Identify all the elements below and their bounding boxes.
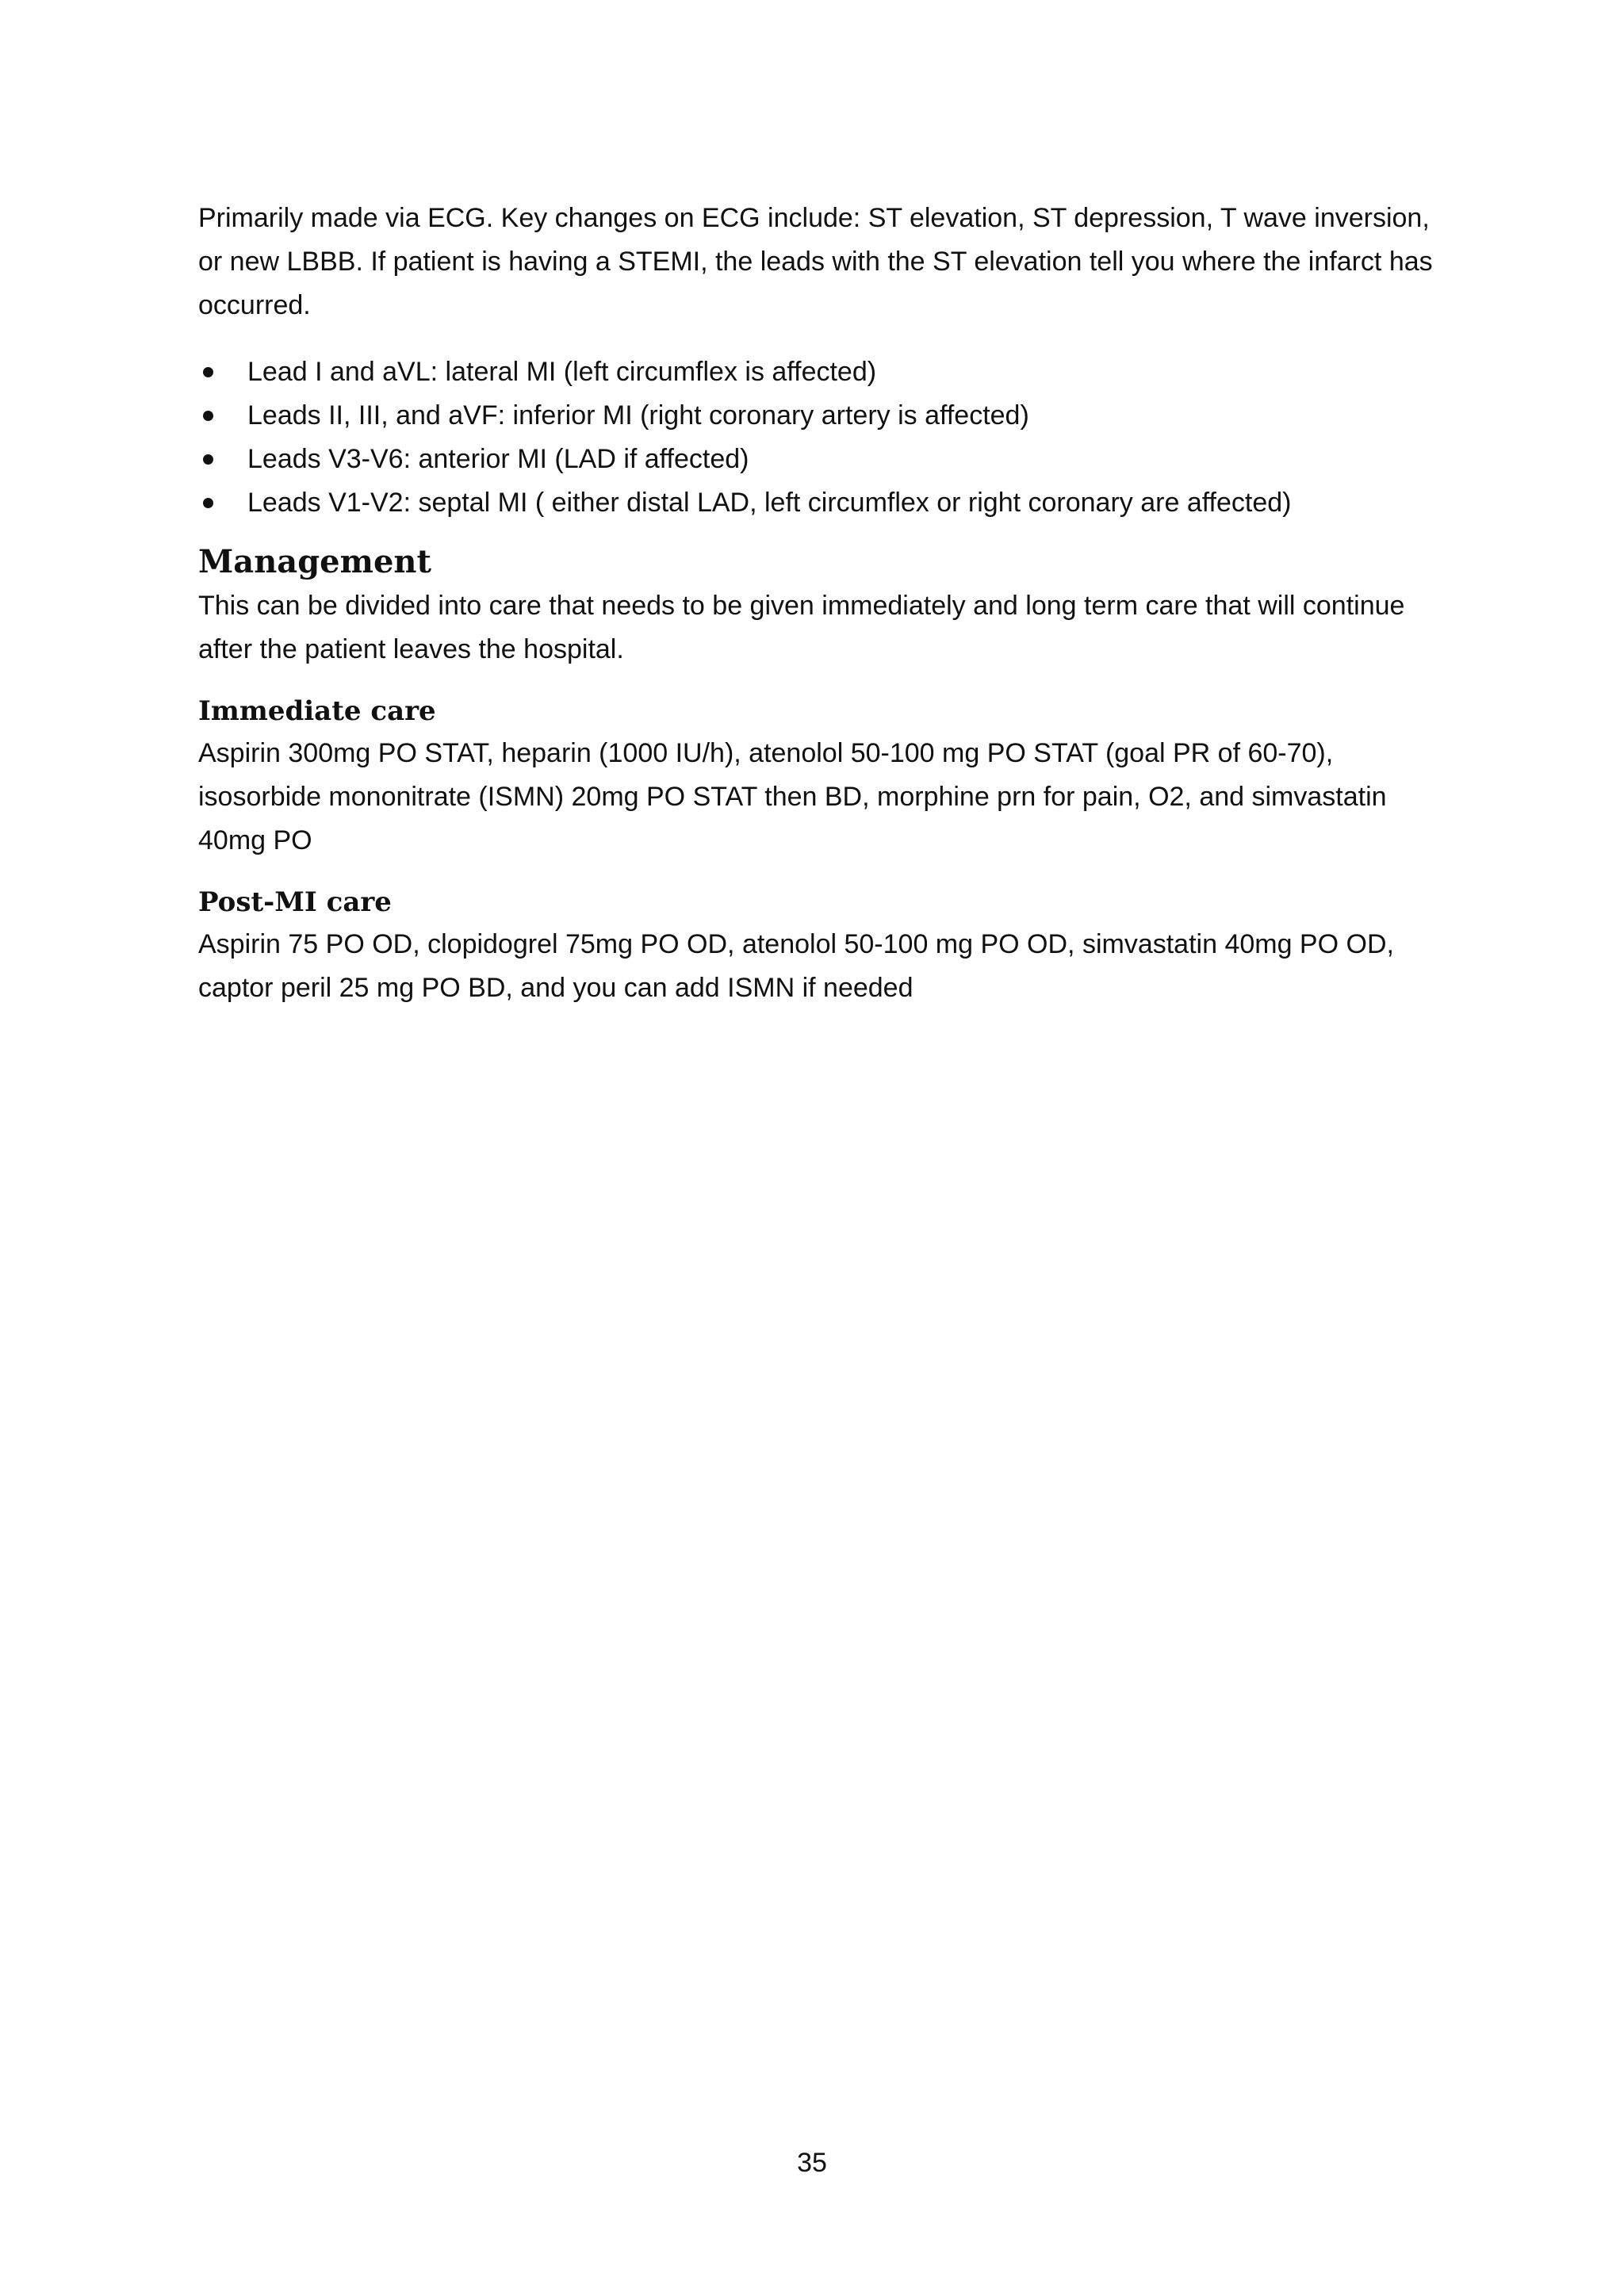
list-item xyxy=(198,481,1435,525)
list-item xyxy=(198,438,1435,481)
list-item xyxy=(198,350,1435,394)
immediate-care-section xyxy=(198,691,1435,863)
immediate-care-heading: Immediate care xyxy=(198,695,436,727)
page-content xyxy=(198,197,1435,1010)
page-number: 35 xyxy=(797,2148,827,2178)
management-heading: Management xyxy=(198,543,431,580)
ecg-leads-list xyxy=(198,350,1435,525)
list-item-text: Leads V1-V2: septal MI ( either distal LAD, left circumflex or right coronary are affected) xyxy=(247,488,1292,518)
bullet-icon xyxy=(203,411,213,421)
post-mi-care-heading: Post-MI care xyxy=(198,886,392,918)
bullet-icon xyxy=(203,367,213,377)
list-item-text: Leads V3-V6: anterior MI (LAD if affected) xyxy=(247,444,749,474)
post-mi-care-section xyxy=(198,882,1435,1010)
list-item-text: Leads II, III, and aVF: inferior MI (right coronary artery is affected) xyxy=(247,400,1029,430)
list-item-text: Lead I and aVL: lateral MI (left circumflex is affected) xyxy=(247,357,877,387)
intro-paragraph: Primarily made via ECG. Key changes on ECG include: ST elevation, ST depression, T wave inversion, or new LBBB. If patient is having a STEMI, the leads with the ST elevation tell you where the infarct has occurred. xyxy=(198,203,1433,320)
management-paragraph: This can be divided into care that needs to be given immediately and long term care that will continue after the patient leaves the hospital. xyxy=(198,591,1405,664)
post-mi-care-paragraph: Aspirin 75 PO OD, clopidogrel 75mg PO OD, atenolol 50-100 mg PO OD, simvastatin 40mg PO OD, captor peril 25 mg PO BD, and you can add ISMN if needed xyxy=(198,929,1394,1003)
immediate-care-paragraph: Aspirin 300mg PO STAT, heparin (1000 IU/h), atenolol 50-100 mg PO STAT (goal PR of 60-70), isosorbide mononitrate (ISMN) 20mg PO STAT then BD, morphine prn for pain, O2, and simvastatin 40mg PO xyxy=(198,738,1387,855)
list-item xyxy=(198,394,1435,438)
bullet-icon xyxy=(203,498,213,508)
bullet-icon xyxy=(203,454,213,465)
